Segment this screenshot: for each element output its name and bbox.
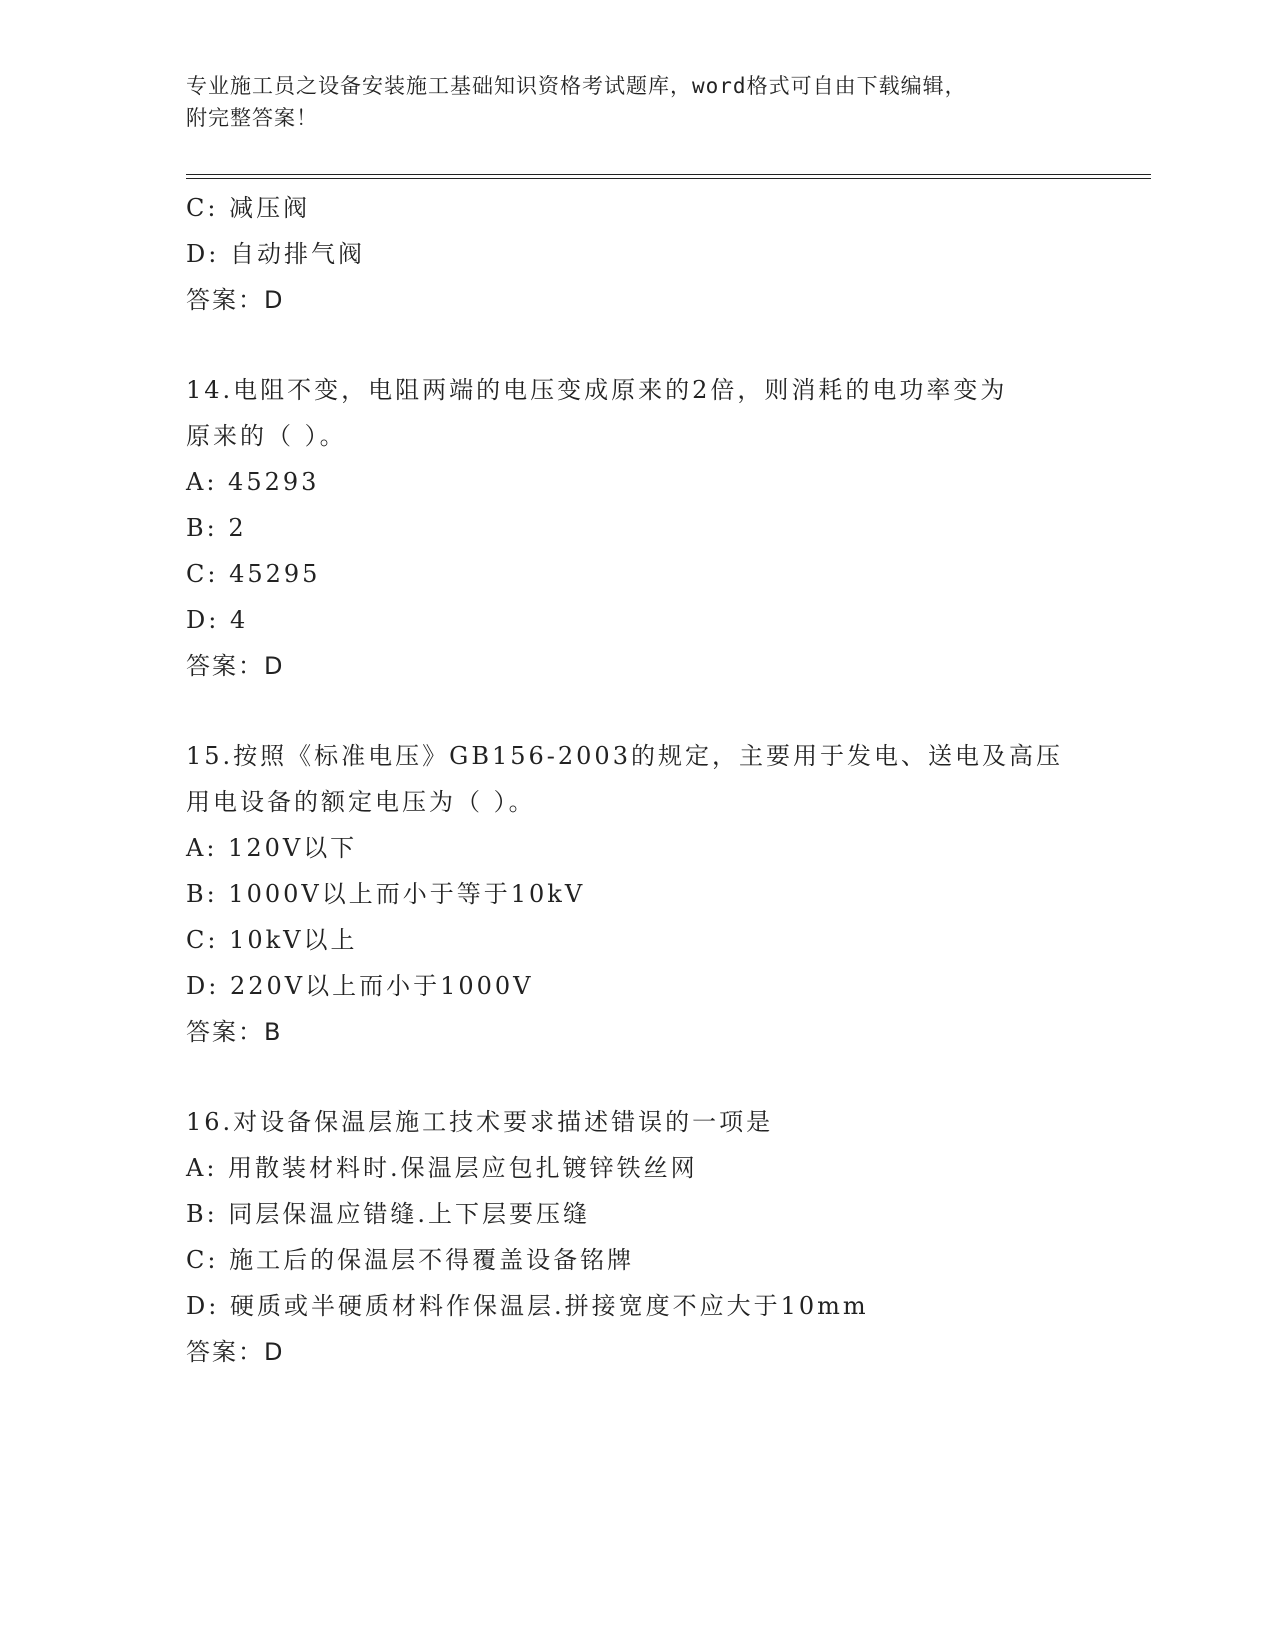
spacer: [186, 689, 1151, 733]
option-d: D: 4: [186, 606, 249, 634]
question-16: [186, 1099, 1151, 1375]
option-c: C: 10kV以上: [186, 926, 358, 954]
option-d: D: 自动排气阀: [186, 240, 365, 268]
spacer: [186, 1055, 1151, 1099]
answer-line: 答案：B: [186, 1018, 283, 1046]
answer-line: 答案：D: [186, 1338, 285, 1366]
answer-line: 答案：D: [186, 286, 285, 314]
question-stem: 15.按照《标准电压》GB156-2003的规定，主要用于发电、送电及高压: [186, 742, 1063, 770]
header-divider: [186, 174, 1151, 179]
question-stem-cont: 原来的（ ）。: [186, 422, 347, 450]
option-a: A: 120V以下: [186, 834, 358, 862]
option-b: B: 2: [186, 514, 247, 542]
option-d: D: 硬质或半硬质材料作保温层.拼接宽度不应大于10mm: [186, 1292, 869, 1320]
question-14: [186, 367, 1151, 689]
document-header: [186, 70, 1151, 134]
question-stem-cont: 用电设备的额定电压为（ ）。: [186, 788, 536, 816]
question-13-tail: [186, 185, 1151, 323]
option-c: C: 45295: [186, 560, 321, 588]
question-stem: 14.电阻不变，电阻两端的电压变成原来的2倍，则消耗的电功率变为: [186, 376, 1008, 404]
option-c: C: 施工后的保温层不得覆盖设备铭牌: [186, 1246, 635, 1274]
option-d: D: 220V以上而小于1000V: [186, 972, 534, 1000]
header-line-1: 专业施工员之设备安装施工基础知识资格考试题库，word格式可自由下载编辑，: [186, 74, 967, 98]
option-c: C: 减压阀: [186, 194, 311, 222]
document-page: [186, 70, 1151, 1375]
answer-line: 答案：D: [186, 652, 285, 680]
option-b: B: 1000V以上而小于等于10kV: [186, 880, 586, 908]
spacer: [186, 323, 1151, 367]
question-stem: 16.对设备保温层施工技术要求描述错误的一项是: [186, 1108, 774, 1136]
question-15: [186, 733, 1151, 1055]
option-a: A: 45293: [186, 468, 320, 496]
header-line-2: 附完整答案！: [186, 106, 318, 130]
option-a: A: 用散装材料时.保温层应包扎镀锌铁丝网: [186, 1154, 698, 1182]
option-b: B: 同层保温应错缝.上下层要压缝: [186, 1200, 590, 1228]
